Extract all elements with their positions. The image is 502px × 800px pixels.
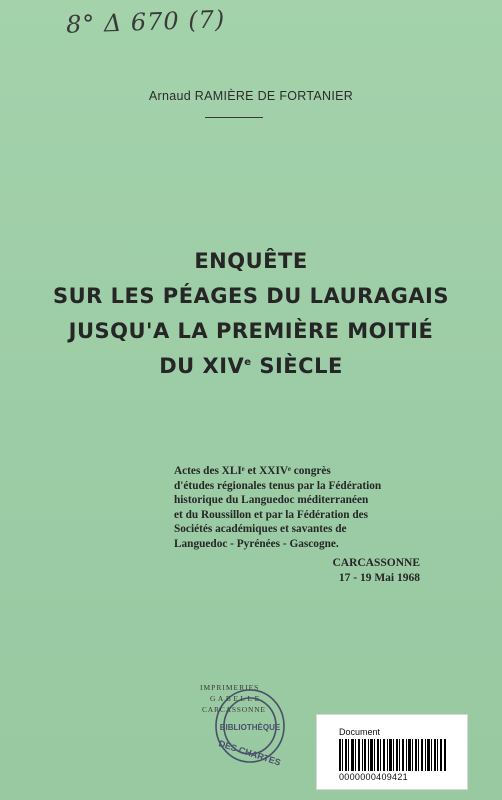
title-line-4-superscript: e [244, 357, 252, 368]
place-name: CARCASSONNE [332, 557, 420, 569]
barcode-heading: Document [339, 727, 381, 737]
title-line-4-prefix: DU XIV [159, 354, 245, 378]
title-line-2: SUR LES PÉAGES DU LAURAGAIS [52, 284, 449, 308]
proceedings-line: Languedoc - Pyrénées - Gascogne. [174, 537, 339, 550]
barcode-label [316, 714, 468, 790]
barcode-number: 0000000409421 [339, 772, 408, 782]
proceedings-text [174, 464, 434, 552]
proceedings-line: et du Roussillon et par la Fédération des [174, 508, 369, 521]
title-line-1: ENQUÊTE [194, 249, 308, 273]
congress-dates: 17 - 19 Mai 1968 [338, 572, 420, 584]
stamp-library-name: DES CHARTES [217, 738, 282, 768]
author-divider [205, 117, 263, 118]
book-title [0, 244, 502, 384]
stamp-library-label: BIBLIOTHÈQUE [219, 723, 281, 732]
imprint-line-1: IMPRIMERIES [200, 683, 260, 692]
imprint-line-3: CARCASSONNE [202, 705, 266, 714]
library-stamp [196, 674, 292, 770]
title-line-4 [0, 349, 502, 384]
proceedings-line: d'études régionales tenus par la Fédération [174, 479, 382, 492]
barcode-icon [339, 739, 447, 771]
imprint-line-2: GABELLE [210, 694, 262, 703]
place-and-dates [174, 556, 420, 586]
proceedings-line: historique du Languedoc méditerranéen [174, 494, 369, 507]
proceedings-line: Actes des XLIᵉ et XXIVᵉ congrès [174, 465, 331, 477]
title-line-3: JUSQU'A LA PREMIÈRE MOITIÉ [68, 319, 434, 343]
proceedings-line: Sociétés académiques et savantes de [174, 523, 347, 536]
handwritten-shelfmark: 8° Δ 670 (7) [65, 5, 226, 39]
author-name: Arnaud RAMIÈRE DE FORTANIER [148, 89, 354, 103]
title-line-4-suffix: SIÈCLE [251, 354, 343, 378]
